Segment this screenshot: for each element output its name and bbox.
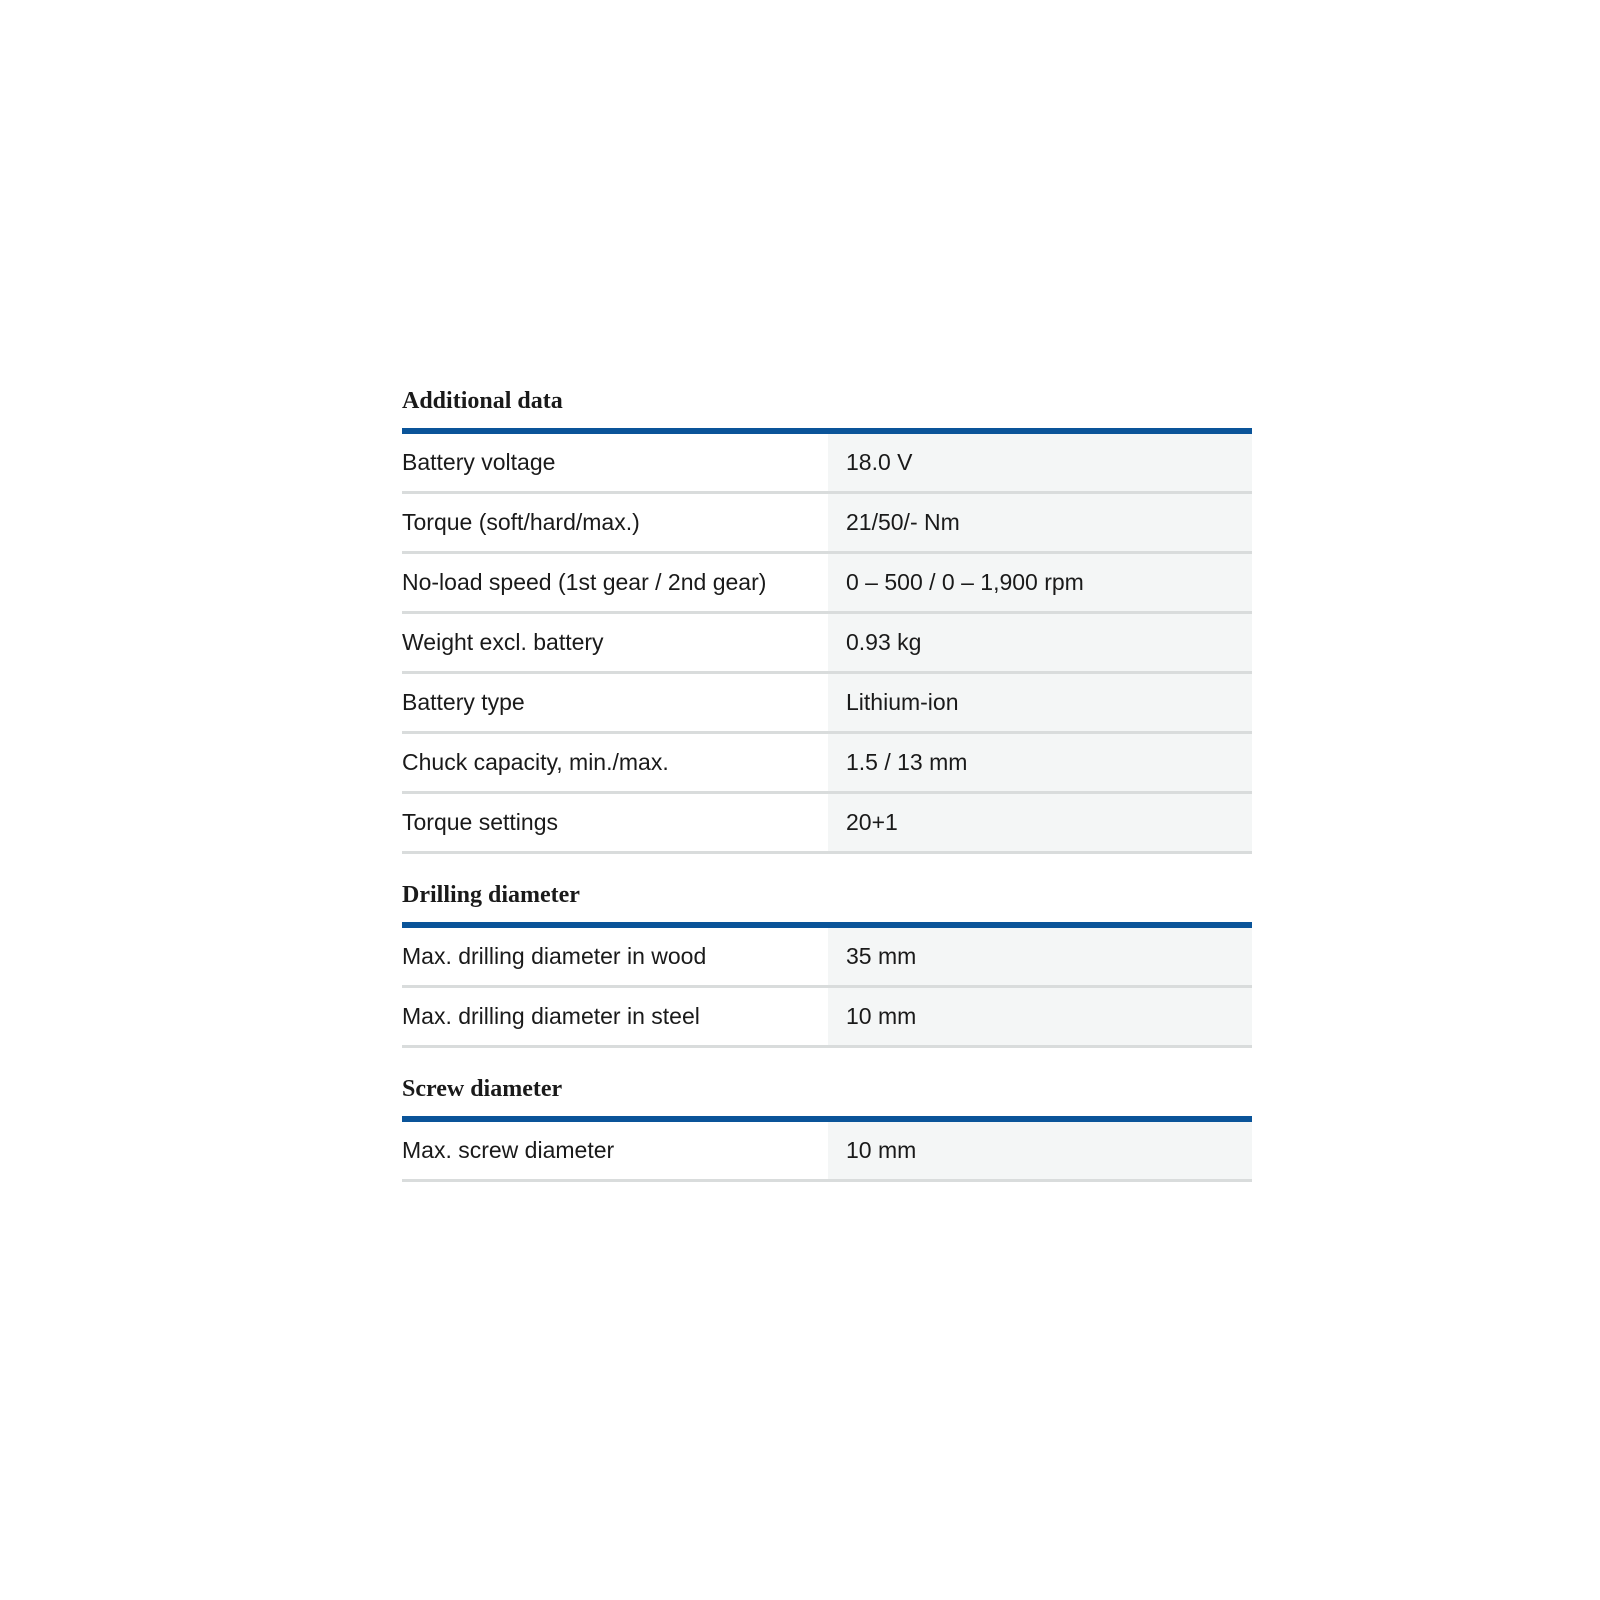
- spec-row: [402, 1122, 1252, 1182]
- spec-row: [402, 434, 1252, 494]
- spec-label: Torque (soft/hard/max.): [402, 494, 828, 551]
- spec-label: Max. screw diameter: [402, 1122, 828, 1179]
- section-screw-diameter: [402, 1074, 1252, 1182]
- spec-label: Max. drilling diameter in steel: [402, 988, 828, 1045]
- spec-row: [402, 614, 1252, 674]
- section-title: Screw diameter: [402, 1076, 563, 1102]
- spec-value: 21/50/- Nm: [828, 494, 1252, 551]
- spec-label: Max. drilling diameter in wood: [402, 928, 828, 985]
- spec-row: [402, 988, 1252, 1048]
- spec-label: Chuck capacity, min./max.: [402, 734, 828, 791]
- section-drilling-diameter: [402, 880, 1252, 1048]
- spec-label: Battery type: [402, 674, 828, 731]
- spec-row: [402, 494, 1252, 554]
- spec-row: [402, 554, 1252, 614]
- spec-row: [402, 734, 1252, 794]
- spec-value: Lithium-ion: [828, 674, 1252, 731]
- spec-value: 10 mm: [828, 1122, 1252, 1179]
- spec-value: 18.0 V: [828, 434, 1252, 491]
- spec-value: 20+1: [828, 794, 1252, 851]
- section-additional-data: [402, 386, 1252, 854]
- spec-value: 35 mm: [828, 928, 1252, 985]
- spec-value: 10 mm: [828, 988, 1252, 1045]
- spec-sheet: [402, 386, 1252, 1182]
- spec-row: [402, 928, 1252, 988]
- spec-label: Torque settings: [402, 794, 828, 851]
- spec-row: [402, 794, 1252, 854]
- spec-label: Battery voltage: [402, 434, 828, 491]
- spec-value: 0.93 kg: [828, 614, 1252, 671]
- section-title: Additional data: [402, 388, 563, 414]
- spec-row: [402, 674, 1252, 734]
- spec-label: Weight excl. battery: [402, 614, 828, 671]
- section-title: Drilling diameter: [402, 882, 580, 908]
- spec-value: 1.5 / 13 mm: [828, 734, 1252, 791]
- spec-label: No-load speed (1st gear / 2nd gear): [402, 554, 828, 611]
- spec-value: 0 – 500 / 0 – 1,900 rpm: [828, 554, 1252, 611]
